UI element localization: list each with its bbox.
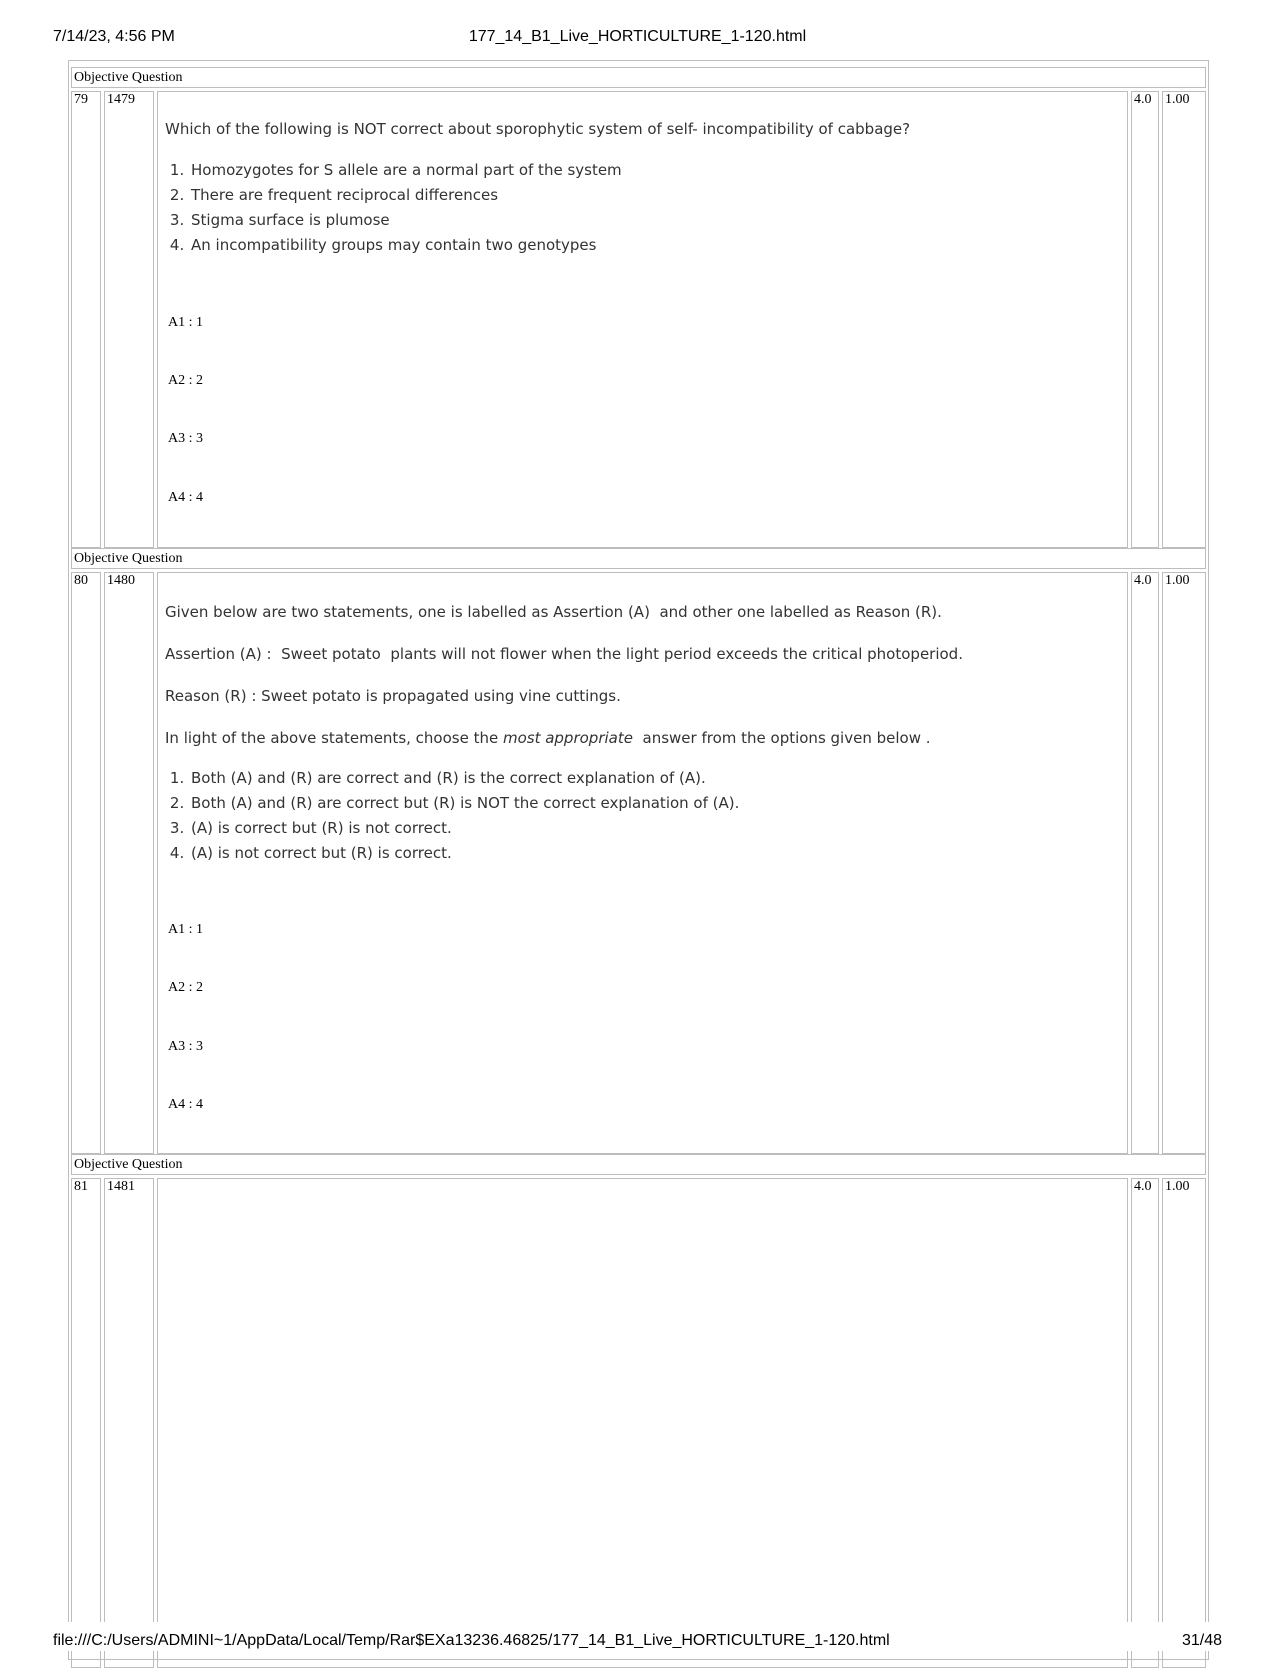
marks-cell: 4.0 <box>1131 1178 1159 1668</box>
assertion-statement: Assertion (A) : Sweet potato plants will not flower when the light period exceeds the critical photoperiod. <box>165 645 963 663</box>
question-text: Which of the following is NOT correct about sporophytic system of self- incompatibility of cabbage? <box>165 120 911 138</box>
answer-choice: A2 : 2 <box>168 980 203 995</box>
negative-marks-cell: 1.00 <box>1162 572 1206 1154</box>
question-type-label: Objective Question <box>71 67 1206 88</box>
answer-choice: A2 : 2 <box>168 373 203 388</box>
answer-choice: A1 : 1 <box>168 315 203 330</box>
page-number: 31/48 <box>1181 1632 1222 1649</box>
question-id-cell: 1479 <box>104 91 154 548</box>
question-intro: Given below are two statements, one is labelled as Assertion (A) and other one labelled as Reason (R). <box>165 603 942 621</box>
negative-marks-cell: 1.00 <box>1162 1178 1206 1668</box>
serial-number-cell: 80 <box>71 572 101 1154</box>
option-list <box>165 158 622 258</box>
option-item: 4. (A) is not correct but (R) is correct. <box>189 841 739 866</box>
document-title: 177_14_B1_Live_HORTICULTURE_1-120.html <box>468 28 807 45</box>
option-item: 2. Both (A) and (R) are correct but (R) is NOT the correct explanation of (A). <box>189 791 739 816</box>
serial-number-cell: 81 <box>71 1178 101 1668</box>
option-list <box>165 766 739 866</box>
answer-choice: A4 : 4 <box>168 1097 203 1112</box>
print-datetime: 7/14/23, 4:56 PM <box>53 28 175 45</box>
marks-cell: 4.0 <box>1131 91 1159 548</box>
answer-choice: A3 : 3 <box>168 431 203 446</box>
question-type-label: Objective Question <box>71 1154 1206 1175</box>
option-item: 4. An incompatibility groups may contain two genotypes <box>189 233 622 258</box>
option-item: 1. Homozygotes for S allele are a normal part of the system <box>189 158 622 183</box>
reason-statement: Reason (R) : Sweet potato is propagated using vine cuttings. <box>165 687 621 705</box>
question-id-cell: 1480 <box>104 572 154 1154</box>
option-item: 3. Stigma surface is plumose <box>189 208 622 233</box>
option-item: 2. There are frequent reciprocal differences <box>189 183 622 208</box>
marks-cell: 4.0 <box>1131 572 1159 1154</box>
question-type-label: Objective Question <box>71 548 1206 569</box>
option-item: 1. Both (A) and (R) are correct and (R) is the correct explanation of (A). <box>189 766 739 791</box>
answer-choice: A4 : 4 <box>168 490 203 505</box>
instruction-text: In light of the above statements, choose the most appropriate answer from the options given below . <box>165 729 931 747</box>
answer-choice: A1 : 1 <box>168 922 203 937</box>
file-path: file:///C:/Users/ADMINI~1/AppData/Local/Temp/Rar$EXa13236.46825/177_14_B1_Live_HORTICULTURE_1-120.html <box>53 1632 890 1649</box>
serial-number-cell: 79 <box>71 91 101 548</box>
negative-marks-cell: 1.00 <box>1162 91 1206 548</box>
option-item: 3. (A) is correct but (R) is not correct. <box>189 816 739 841</box>
question-id-cell: 1481 <box>104 1178 154 1668</box>
question-body-cell <box>157 1178 1128 1668</box>
instruction-emphasis: most appropriate <box>502 729 633 747</box>
answer-choice: A3 : 3 <box>168 1039 203 1054</box>
